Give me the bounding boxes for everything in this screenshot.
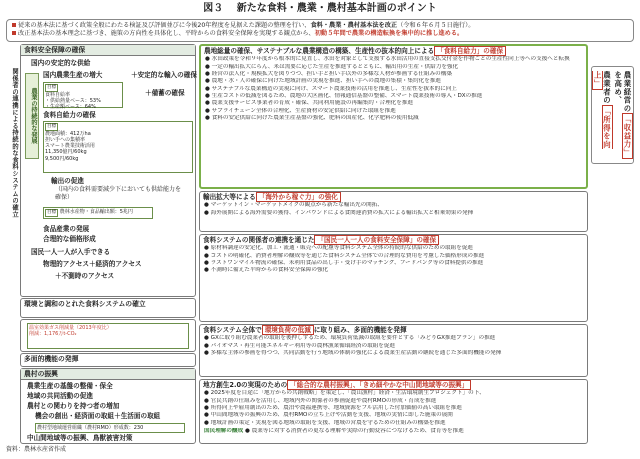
list-item: ● マーケットイン・マーケットメイクの観点から新たな輸出先の開拓、 xyxy=(204,202,383,209)
list-item: ● 生産コストの低減を図るため、農地の大区画化、情報通信基盤の整備、スマート農業技術の導入・DXの推進 xyxy=(205,93,483,100)
section-body xyxy=(200,202,587,217)
rural-revitalization-section xyxy=(199,379,588,444)
list-item: 農業生産の基盤の整備・保全 xyxy=(27,382,113,390)
food-system-section xyxy=(199,234,588,322)
list-item: ● 経営の法人化・規模拡大を図りつつ、担い手と担い手以外の多様な人材が参画する仕組みの構築 xyxy=(205,70,452,77)
section-title: 食料システム全体で 環境負荷の低減 に取り組み、多面的機能を発揮 xyxy=(203,326,407,334)
target-box: 温室効果ガス削減量（2013年度比） 削減：1,176万t-CO₂ xyxy=(27,323,189,349)
list-item: ＋不測時のアクセス xyxy=(55,272,115,280)
section-title: 輸出拡大等による 「海外から稼ぐ力」の強化 xyxy=(200,192,587,202)
list-item: ● 不測時に備えた平時からの食料安全保障の強化 xyxy=(204,267,329,274)
key-phrase: 「収益力」 xyxy=(623,115,632,157)
list-item: ● サプライチェーン全体の合理化、生産資材の安定供給に向けた取組を推進 xyxy=(205,107,396,114)
list-item: 食品産業の発展 xyxy=(43,225,90,233)
target-tag: 目標 xyxy=(47,210,57,215)
key-phrase: 「国民一人一人の食料安全保障」の確保 xyxy=(314,235,439,245)
income-line-2: 農業者の「所得を向上」 xyxy=(593,71,612,149)
list-item: ● ラストワンマイル物流の確保、未利用食品の出し手・受け手のマッチング、フードバンク等の食料提供の推進 xyxy=(204,259,484,266)
food-security-section xyxy=(20,44,196,297)
bullet-icon xyxy=(12,23,16,27)
target-box: 目標 農林水産物・食品輸出額：5兆円 xyxy=(43,207,153,219)
list-item: ● 多様な主体の参画を得つつ、共同活動を行う地域の体制の強化による農業生産活動の継続を通じた多面的機能の発揮 xyxy=(204,349,502,356)
list-item xyxy=(204,428,583,435)
list-item: ＋備蓄の確保 xyxy=(145,89,185,97)
list-item: ＋安定的な輸入の確保 xyxy=(131,71,197,79)
list-item: 国内の安定的な供給 xyxy=(31,59,91,67)
section-title: 環境と調和のとれた食料システムの確立 xyxy=(24,300,146,308)
public-understanding-text: ● 農業等に対する消費者の更なる理解や実際の行動変容につなげるため、食育等を推進 xyxy=(244,428,464,435)
list-item: ● 原材料調達の安定化、加工・流通・販売への配慮等食料システム全体の持続的な供給のための取組を促進 xyxy=(204,245,474,252)
section-body xyxy=(201,56,586,122)
export-section xyxy=(199,191,588,232)
section-title: 農村の振興 xyxy=(21,369,195,380)
income-line-1: 農業経営の「収益力」を高め、 xyxy=(613,71,632,157)
section-title: 多面的機能の発揮 xyxy=(24,355,79,363)
key-phrase: 「海外から稼ぐ力」の強化 xyxy=(256,192,341,202)
left-column xyxy=(6,44,196,444)
list-item: ● 一定の輸出拡大にらん、米は需要に応じた生産を推進するとともに、輸出用の生産・供給力を強化 xyxy=(205,63,459,70)
list-item: ● サステナブルな農業構造の実現に向け、スマート農業技術の活用を推進し、生産性を抜本的に向上 xyxy=(205,85,457,92)
list-item: ● 海外展開による海外需要の獲得、インバウンドによる食関連消費の拡大による輸出拡大と相乗効果の発揮 xyxy=(204,209,474,216)
list-item: 輸出の促進 xyxy=(51,177,84,185)
figure-title: 新たな食料・農業・農村基本計画のポイント xyxy=(236,3,437,14)
list-item: 食料自給力の確保 xyxy=(43,111,96,119)
list-item: 国内農業生産の増大 xyxy=(43,71,103,79)
list-item: 地域の共同活動の促進 xyxy=(27,392,93,400)
environment-target-section xyxy=(20,319,196,352)
section-title: 食料安全保障の確保 xyxy=(21,45,195,56)
target-tag: 目標 xyxy=(47,124,57,129)
left-vertical-label: 関係者の連携による持続的な食料システムの確立 xyxy=(11,68,18,218)
bullet-icon xyxy=(12,31,16,35)
right-column xyxy=(199,44,634,444)
target-box: 農村型地域運営組織（農村RMO）形成数：230 xyxy=(35,423,185,433)
list-item: 農村との関わりを持つ者の増加 xyxy=(27,402,120,410)
list-item: 物理的アクセス＋経済的アクセス xyxy=(43,260,142,268)
key-phrase: 環境負荷の低減 xyxy=(262,325,314,335)
list-item: ● 地域計画の策定・実現を図る地域の取組を支援、地域の営農を守るための仕組みの構築を推進 xyxy=(204,419,446,426)
list-item: 中山間地域等の振興、鳥獣被害対策 xyxy=(27,434,133,442)
section-title: 農地総量の確保、サステナブルな農業構造の構築、生産性の抜本的向上による 「食料自給力」の確保 xyxy=(201,46,586,56)
section-title: 地方創生2.0の実現のための 「総合的な農村振興」、「きめ細やかな中山間地域等の振興」 xyxy=(200,380,587,390)
list-item: ● 2025年度を目途に「地方からの共創戦略」を策定し、「農山漁村」経済・生活環境創生プロジェクト」の下、 xyxy=(204,390,485,397)
intro-line-2: 改正基本法の基本理念に基づき、施策の方向性を具体化し、平時からの食料安全保障を実現する観点から、初動５年間で農業の構造転換を集中的に推し進める。 xyxy=(12,30,628,38)
list-item: ● 水田政策を令和９年度から根本的に見直し、水田を対象として支援する水田活用の直接支払交付金を作物ごとの生産性向上等への支援へと転換 xyxy=(205,56,570,63)
section-body xyxy=(200,245,587,275)
list-item: ● バイオマス・再生可能エネルギー利用等の農林漁業循環経済の取組を促進 xyxy=(204,342,396,349)
key-phrase: 「総合的な農村振興」、「きめ細やかな中山間地域等の振興」 xyxy=(287,380,471,390)
list-item: ● 中山間地域等の振興のため、農村RMOの立ち上げや活動を支援、地域の実情に即した施策の展開 xyxy=(204,412,453,419)
multifunction-section xyxy=(20,353,196,367)
list-note: （国内の食料需要減少下においても供給能力を確保） xyxy=(55,186,182,201)
target-box: 目標 農地面積：412万ha 担い手への集積率 スマート農業技術活用 11,350億円/60kg 9,500円/60kg xyxy=(43,121,193,173)
list-item: ● 官民共創の仕組みを活用し、地域内外の関係者の参画促進や農村RMOの形成・育成を推進 xyxy=(204,397,437,404)
list-item: ● 所得向上や雇用創出のため、農泊や農福連携等、地域資源をフル活用した付加価値の高い取組を推進 xyxy=(204,404,462,411)
target-box: 目標 食料自給率 ・供給熱量ベース：53% ・生産額ベース：64% xyxy=(43,82,123,108)
public-understanding-title: 国民理解の醸成 xyxy=(204,428,244,435)
self-sufficiency-section xyxy=(199,44,588,189)
intro-box xyxy=(6,19,634,42)
environment-load-section xyxy=(199,324,588,377)
list-item: ● GXに取り組む農業者の取組を後押しするため、環境負荷低減の取組を要件とする「みどりGX推進プラン」の推進 xyxy=(204,335,496,342)
list-item: ● 農業支援サービス事業者の育成・確保、共同利用施設の再編集約・合理化を推進 xyxy=(205,100,414,107)
agri-sustainable-label: 農業の持続的な発展 xyxy=(25,73,39,159)
section-body xyxy=(200,390,587,435)
intro-line-1: 従来の基本法に基づく政策全般にわたる検証及び評価並びに今後20年程度を見据えた課題の整理を行い、食料・農業・農村基本法を改正（令和６年６月５日施行）。 xyxy=(12,22,628,30)
figure-number: 図３ xyxy=(203,3,224,14)
target-tag: 目標 xyxy=(47,85,57,90)
list-item: ● 農地・水・人の確保に向けた地域計画の実現を推進、担い手への農地の集積・集約化を推進 xyxy=(205,78,442,85)
list-item: ● コストの明確化、消費者理解の醸成等を通じた食料システム全体での合理的な費用を考慮した価格形成の推進 xyxy=(204,252,485,259)
section-body xyxy=(200,335,587,357)
income-box xyxy=(591,66,634,164)
rural-section xyxy=(20,368,196,444)
list-item: 機会の創出・経済面の取組＋生活面の取組 xyxy=(35,412,161,420)
key-phrase: 「食料自給力」の確保 xyxy=(434,46,506,56)
section-title: 食料システムの関係者の連携を通じた 「国民一人一人の食料安全保障」の確保 xyxy=(200,235,587,245)
source-note: 資料：農林水産省作成 xyxy=(6,446,67,453)
page-title xyxy=(0,0,640,18)
list-item: ● 食料の安定供給に向けた農業生産基盤の強化、肥料の国産化、化学肥料の使用低減 xyxy=(205,115,419,122)
list-item: 合理的な価格形成 xyxy=(43,235,96,243)
environment-section xyxy=(20,298,196,318)
list-item: 国民一人一人が入手できる xyxy=(31,248,111,256)
key-phrase: 「所得を向上」 xyxy=(593,71,612,149)
